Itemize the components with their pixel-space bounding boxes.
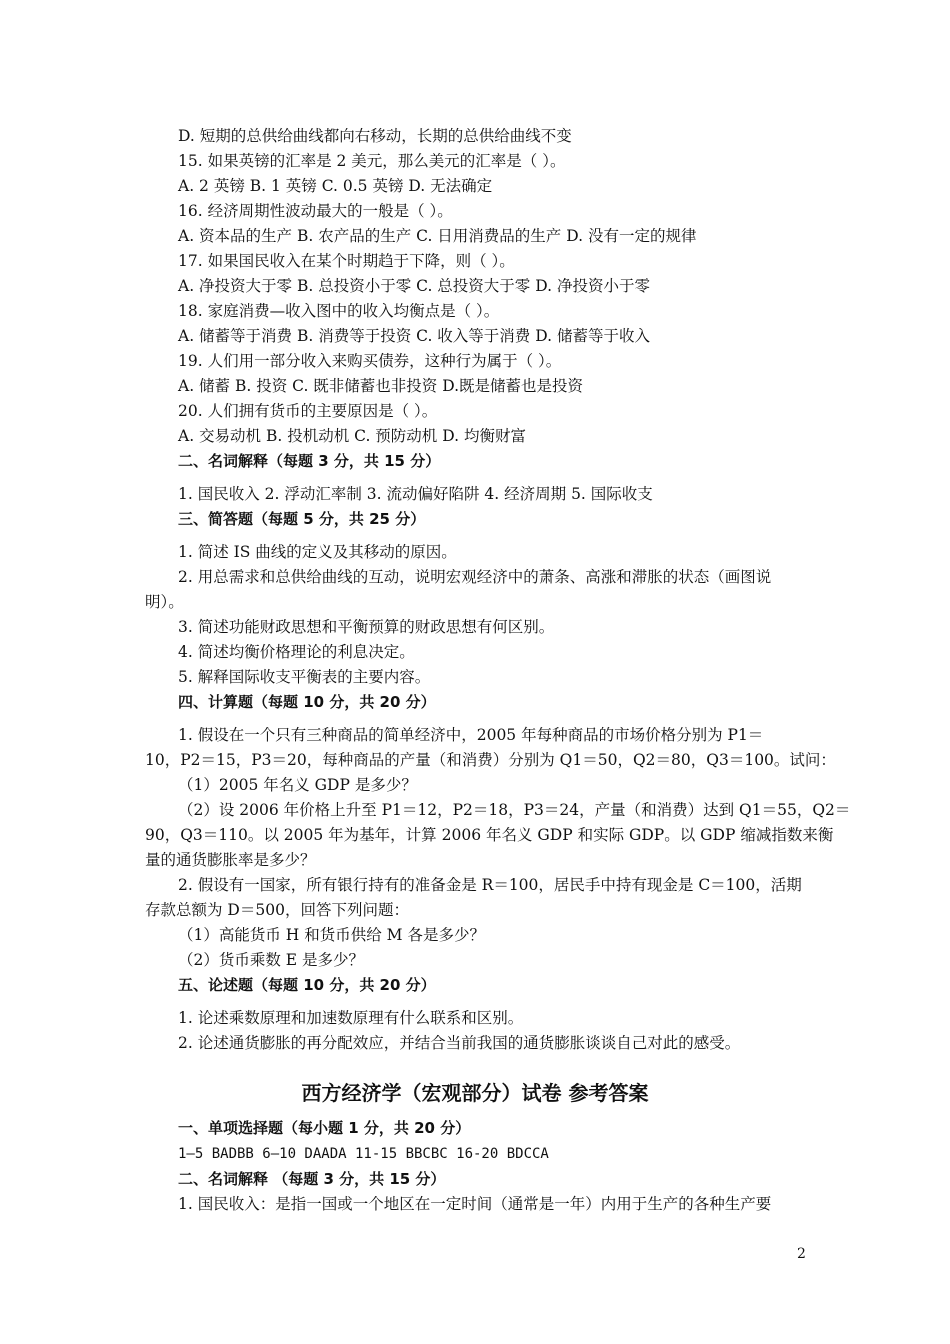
options-20: A. 交易动机 B. 投机动机 C. 预防动机 D. 均衡财富 [178,427,526,445]
section-4-q1-part1: （1）2005 年名义 GDP 是多少？ [178,776,417,794]
section-3-q2-cont: 明）。 [145,593,184,611]
section-4-title: 四、计算题（每题 10 分，共 20 分） [178,693,436,711]
section-5-title: 五、论述题（每题 10 分，共 20 分） [178,976,436,994]
option-line: D. 短期的总供给曲线都向右移动，长期的总供给曲线不变 [178,127,572,145]
section-5-q2: 2. 论述通货膨胀的再分配效应，并结合当前我国的通货膨胀谈谈自己对此的感受。 [178,1034,741,1052]
answer-section-2-q1: 1. 国民收入：是指一国或一个地区在一定时间（通常是一年）内用于生产的各种生产要 [178,1195,772,1213]
section-4-q2-part2: （2）货币乘数 E 是多少？ [178,951,365,969]
question-19: 19. 人们用一部分收入来购买债券，这种行为属于（ ）。 [178,352,562,370]
section-4-q1-part2-cont: 90，Q3＝110。以 2005 年为基年，计算 2006 年名义 GDP 和实际 GDP。以 GDP 缩减指数来衡 [145,826,834,844]
answer-section-1-answers: 1—5 BADBB 6—10 DAADA 11-15 BBCBC 16-20 BDCCA [178,1146,549,1162]
section-5-q1: 1. 论述乘数原理和加速数原理有什么联系和区别。 [178,1009,524,1027]
options-17: A. 净投资大于零 B. 总投资小于零 C. 总投资大于零 D. 净投资小于零 [178,277,650,295]
question-16: 16. 经济周期性波动最大的一般是（ ）。 [178,202,453,220]
section-3-q2: 2. 用总需求和总供给曲线的互动，说明宏观经济中的萧条、高涨和滞胀的状态（画图说 [178,568,772,586]
section-4-q1-cont: 10，P2＝15，P3＝20，每种商品的产量（和消费）分别为 Q1＝50，Q2＝80，Q3＝100。试问： [145,751,836,769]
section-3-q5: 5. 解释国际收支平衡表的主要内容。 [178,668,431,686]
question-15: 15. 如果英镑的汇率是 2 美元，那么美元的汇率是（ ）。 [178,152,566,170]
options-16: A. 资本品的生产 B. 农产品的生产 C. 日用消费品的生产 D. 没有一定的规律 [178,227,697,245]
section-4-q2: 2. 假设有一国家，所有银行持有的准备金是 R＝100，居民手中持有现金是 C＝100，活期 [178,876,802,894]
answer-section-1-title: 一、单项选择题（每小题 1 分，共 20 分） [178,1119,471,1137]
section-4-q2-cont: 存款总额为 D＝500，回答下列问题： [145,901,409,919]
answer-key-title: 西方经济学（宏观部分）试卷 参考答案 [301,1081,649,1105]
section-2-title: 二、名词解释（每题 3 分，共 15 分） [178,452,441,470]
section-4-q1-part2-end: 量的通货膨胀率是多少？ [145,851,316,869]
options-19: A. 储蓄 B. 投资 C. 既非储蓄也非投资 D.既是储蓄也是投资 [178,377,584,395]
answer-section-2-title: 二、名词解释 （每题 3 分，共 15 分） [178,1170,446,1188]
section-4-q1-part2: （2）设 2006 年价格上升至 P1＝12，P2＝18，P3＝24，产量（和消费）达到 Q1＝55，Q2＝ [178,801,851,819]
options-15: A. 2 英镑 B. 1 英镑 C. 0.5 英镑 D. 无法确定 [178,177,493,195]
page-number: 2 [797,1246,806,1262]
section-3-q3: 3. 简述功能财政思想和平衡预算的财政思想有何区别。 [178,618,555,636]
options-18: A. 储蓄等于消费 B. 消费等于投资 C. 收入等于消费 D. 储蓄等于收入 [178,327,650,345]
section-3-q1: 1. 简述 IS 曲线的定义及其移动的原因。 [178,543,457,561]
section-4-q2-part1: （1）高能货币 H 和货币供给 M 各是多少？ [178,926,485,944]
question-17: 17. 如果国民收入在某个时期趋于下降，则（ ）。 [178,252,515,270]
section-2-items: 1. 国民收入 2. 浮动汇率制 3. 流动偏好陷阱 4. 经济周期 5. 国际收支 [178,485,653,503]
section-3-title: 三、简答题（每题 5 分，共 25 分） [178,510,426,528]
question-20: 20. 人们拥有货币的主要原因是（ ）。 [178,402,438,420]
question-18: 18. 家庭消费—收入图中的收入均衡点是（ ）。 [178,302,500,320]
section-3-q4: 4. 简述均衡价格理论的利息决定。 [178,643,415,661]
section-4-q1: 1. 假设在一个只有三种商品的简单经济中，2005 年每种商品的市场价格分别为 P1＝ [178,726,764,744]
